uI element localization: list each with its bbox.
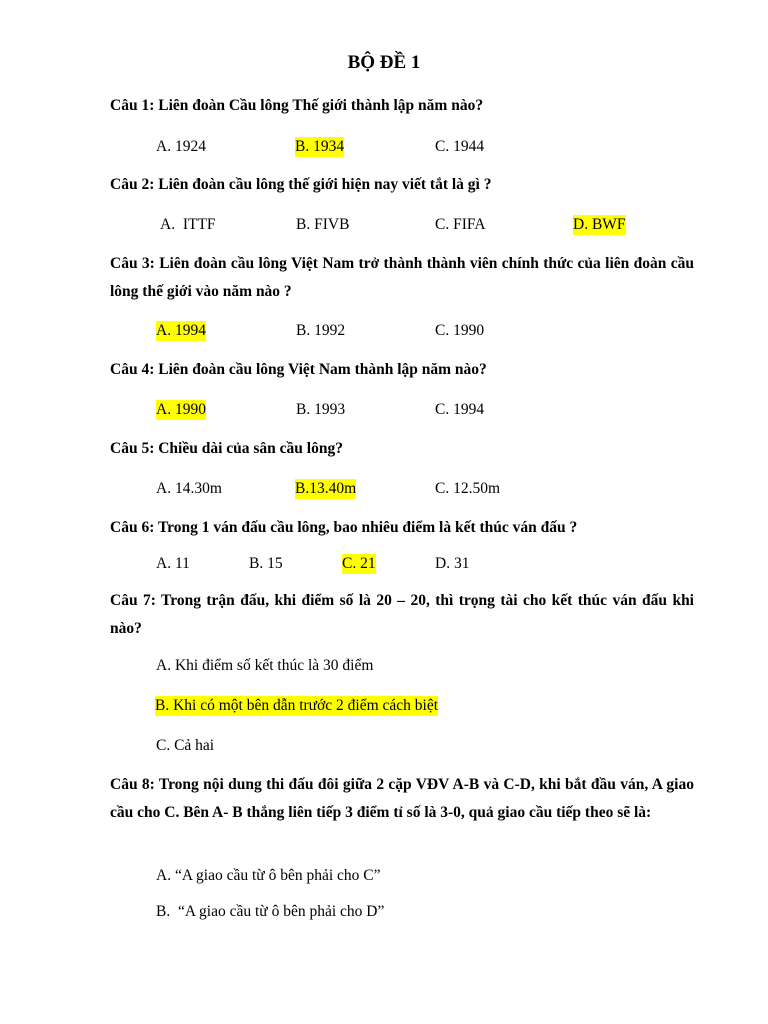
option-2c: C. FIFA bbox=[435, 216, 486, 233]
option-5a: A. 14.30m bbox=[156, 480, 222, 497]
option-1a: A. 1924 bbox=[156, 138, 206, 155]
question-1: Câu 1: Liên đoàn Cầu lông Thế giới thành lập năm nào? bbox=[110, 97, 484, 114]
question-5: Câu 5: Chiều dài của sân cầu lông? bbox=[110, 440, 343, 457]
option-6d: D. 31 bbox=[435, 555, 470, 572]
option-7a: A. Khi điểm số kết thúc là 30 điểm bbox=[156, 657, 374, 674]
option-1c: C. 1944 bbox=[435, 138, 485, 155]
option-2a: A. ITTF bbox=[160, 216, 216, 233]
option-6c-answer: C. 21 bbox=[342, 555, 376, 572]
option-7b-answer: B. Khi có một bên dẫn trước 2 điểm cách biệt bbox=[155, 697, 439, 714]
option-5b-answer: B.13.40m bbox=[295, 480, 357, 497]
option-4a-answer: A. 1990 bbox=[156, 401, 206, 418]
option-1b-answer: B. 1934 bbox=[295, 138, 345, 155]
option-8b: B. “A giao cầu từ ô bên phải cho D” bbox=[156, 903, 385, 920]
question-7: Câu 7: Trong trận đấu, khi điểm số là 20 – 20, thì trọng tài cho kết thúc ván đấu khi nào? bbox=[110, 592, 694, 637]
option-3a-answer: A. 1994 bbox=[156, 322, 206, 339]
question-3: Câu 3: Liên đoàn cầu lông Việt Nam trở thành thành viên chính thức của liên đoàn cầu lông thế giới vào năm nào ? bbox=[110, 255, 694, 300]
question-6: Câu 6: Trong 1 ván đấu cầu lông, bao nhiêu điểm là kết thúc ván đấu ? bbox=[110, 519, 578, 536]
question-2: Câu 2: Liên đoàn cầu lông thế giới hiện nay viết tắt là gì ? bbox=[110, 176, 492, 193]
option-5c: C. 12.50m bbox=[435, 480, 501, 497]
option-2b: B. FIVB bbox=[296, 216, 350, 233]
question-4: Câu 4: Liên đoàn cầu lông Việt Nam thành lập năm nào? bbox=[110, 361, 487, 378]
option-2d-answer: D. BWF bbox=[573, 216, 626, 233]
option-3b: B. 1992 bbox=[296, 322, 346, 339]
option-7c: C. Cả hai bbox=[156, 737, 215, 754]
option-3c: C. 1990 bbox=[435, 322, 485, 339]
option-4c: C. 1994 bbox=[435, 401, 485, 418]
option-6b: B. 15 bbox=[249, 555, 283, 572]
question-8: Câu 8: Trong nội dung thi đấu đôi giữa 2 cặp VĐV A-B và C-D, khi bắt đầu ván, A giao cầu cho C. Bên A- B thắng liên tiếp 3 điểm tỉ số là 3-0, quả giao cầu tiếp theo sẽ là: bbox=[110, 776, 694, 821]
option-6a: A. 11 bbox=[156, 555, 190, 572]
page-title: BỘ ĐỀ 1 bbox=[347, 52, 421, 73]
option-4b: B. 1993 bbox=[296, 401, 346, 418]
option-8a: A. “A giao cầu từ ô bên phải cho C” bbox=[156, 867, 381, 884]
